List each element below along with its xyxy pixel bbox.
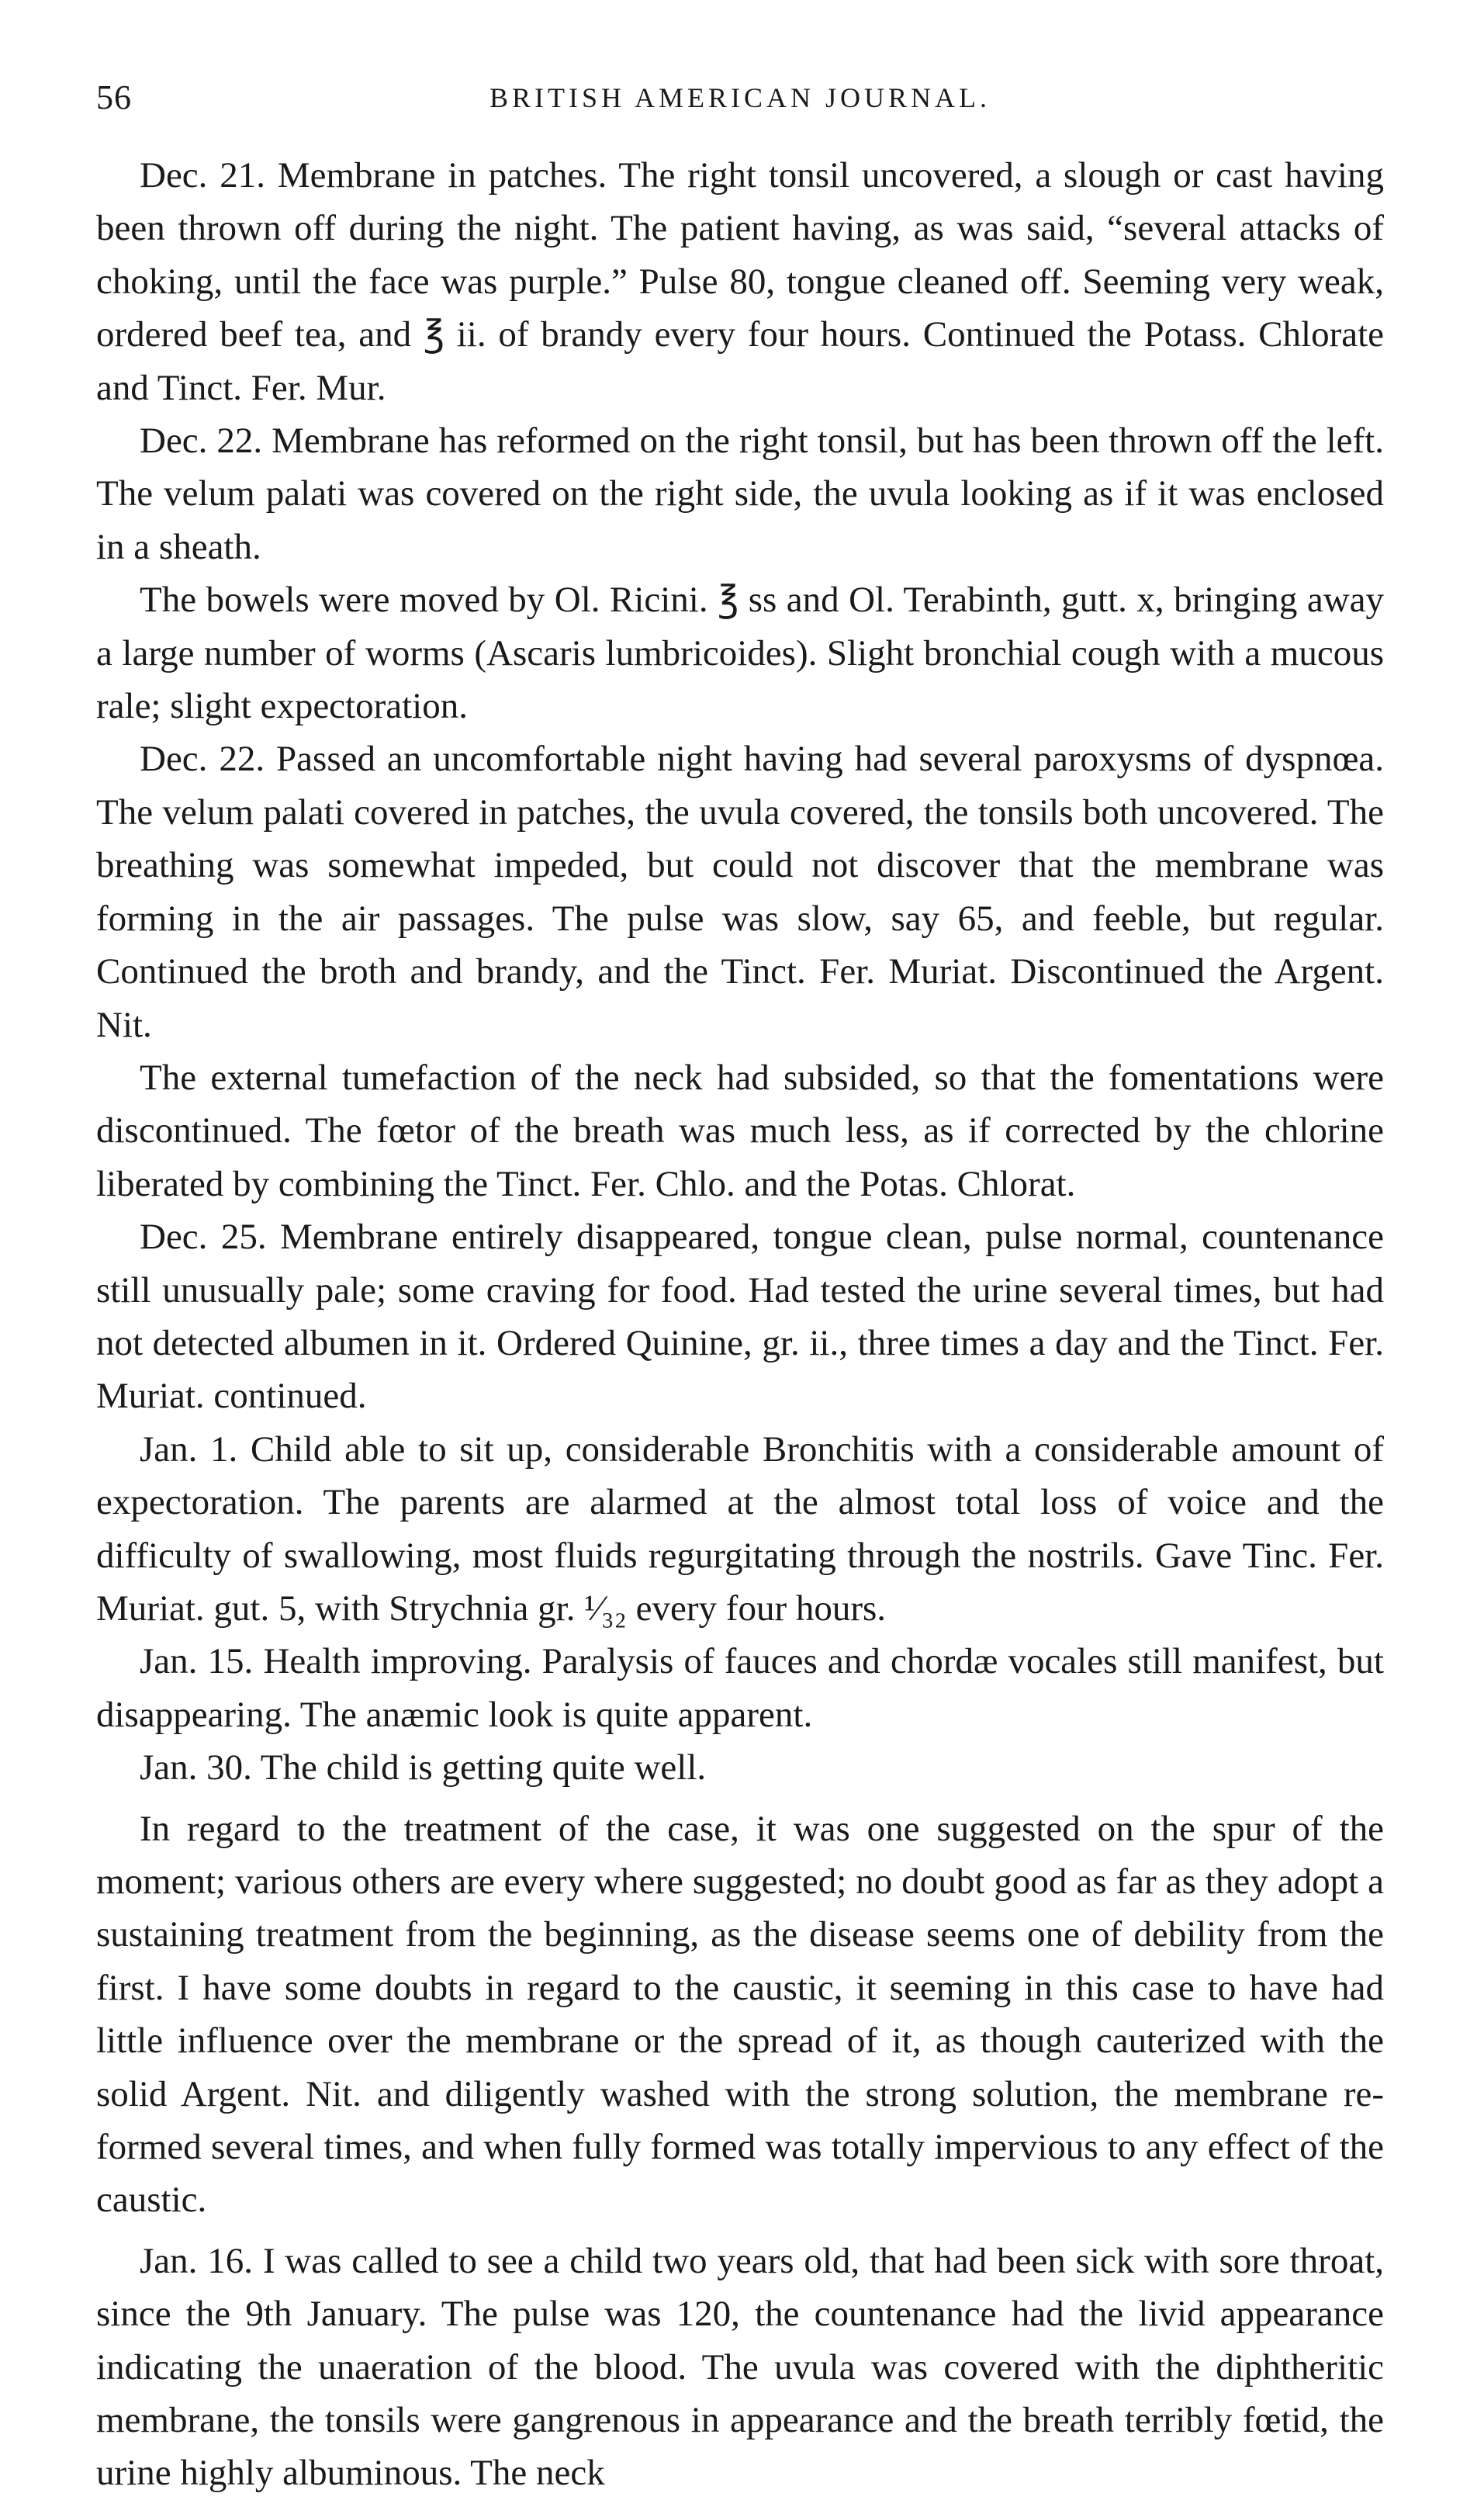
paragraph-dec-25: Dec. 25. Membrane entirely disappeared, tongue clean, pulse normal, countenance still unusually pale; some craving for food. Had tested the urine several times, but had not detected albumen in it. Ordered Quinine, gr. ii., three times a day and the Tinct. Fer. Muriat. continued. <box>96 1217 1384 1417</box>
paragraph-dec-21: Dec. 21. Membrane in patches. The right tonsil uncovered, a slough or cast having been thrown off during the night. The patient having, as was said, “several attacks of choking, until the face was purple.” Pulse 80, tongue cleaned off. Seeming very weak, ordered beef tea, and ℥ ii. of brandy every four hours. Continued the Potass. Chlorate and Tinct. Fer. Mur. <box>96 155 1384 408</box>
page-number: 56 <box>96 78 132 116</box>
paragraph-dec-22-membrane: Dec. 22. Membrane has reformed on the right tonsil, but has been thrown off the left. The velum palati was covered on the right side, the uvula looking as if it was enclosed in a sheath. <box>96 421 1384 567</box>
paragraph-treatment: In regard to the treatment of the case, it was one suggested on the spur of the moment; various others are every where suggested; no doubt good as far as they adopt a sustaining treatment from the beginning, as the disease seems one of debility from the first. I have some doubts in regard to the caustic, it seeming in this case to have had little influence over the membrane or the spread of it, as though cauterized with the solid Argent. Nit. and diligently washed with the strong solution, the membrane re-formed several times, and when fully formed was totally impervious to any effect of the caustic. <box>96 1808 1384 2221</box>
article-body <box>96 149 1384 2500</box>
paragraph-jan-15: Jan. 15. Health improving. Paralysis of fauces and chordæ vocales still manifest, but disappearing. The anæmic look is quite apparent. <box>96 1641 1384 1735</box>
paragraph-tumefaction: The external tumefaction of the neck had subsided, so that the fomentations were discontinued. The fœtor of the breath was much less, as if corrected by the chlorine liberated by combining the Tinct. Fer. Chlo. and the Potas. Chlorat. <box>96 1057 1384 1204</box>
paragraph-jan-30: Jan. 30. The child is getting quite well. <box>140 1747 707 1788</box>
paragraph-jan-16: Jan. 16. I was called to see a child two years old, that had been sick with sore throat, since the 9th January. The pulse was 120, the countenance had the livid appearance indicating the unaeration of the blood. The uvula was covered with the diphtheritic membrane, the tonsils were gangrenous in appearance and the breath terribly fœtid, the urine highly albuminous. The neck <box>96 2240 1384 2494</box>
page-header <box>96 74 1384 121</box>
paragraph-jan-1: Jan. 1. Child able to sit up, considerable Bronchitis with a considerable amount of expectoration. The parents are alarmed at the almost total loss of voice and the difficulty of swallowing, most fluids regurgitating through the nostrils. Gave Tinc. Fer. Muriat. gut. 5, with Strychnia gr. ¹⁄₃₂ every four hours. <box>96 1428 1384 1629</box>
paragraph-bowels: The bowels were moved by Ol. Ricini. ℥ ss and Ol. Terabinth, gutt. x, bringing away a large number of worms (Ascaris lumbricoides). Slight bronchial cough with a mucous rale; slight expectoration. <box>96 580 1384 727</box>
running-head: BRITISH AMERICAN JOURNAL. <box>489 82 991 113</box>
paragraph-dec-22-night: Dec. 22. Passed an uncomfortable night having had several paroxysms of dyspnœa. The velum palati covered in patches, the uvula covered, the tonsils both uncovered. The breathing was somewhat impeded, but could not discover that the membrane was forming in the air passages. The pulse was slow, say 65, and feeble, but regular. Continued the broth and brandy, and the Tinct. Fer. Muriat. Discontinued the Argent. Nit. <box>96 739 1384 1045</box>
